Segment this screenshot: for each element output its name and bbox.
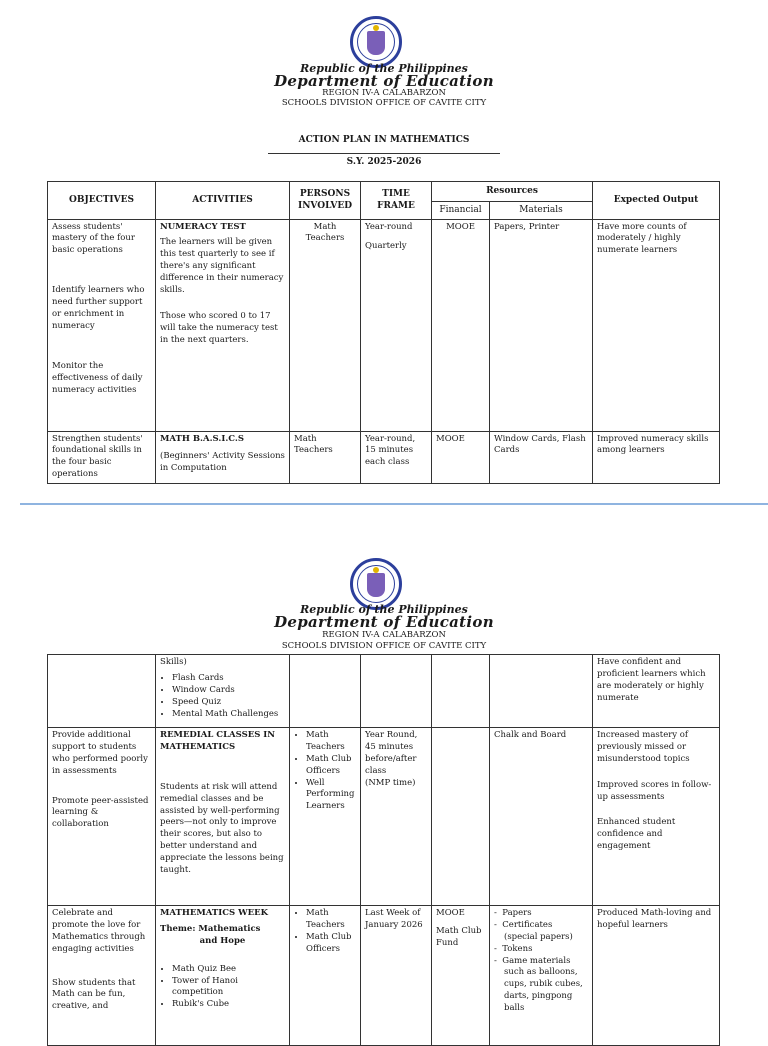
list-item: • Mental Math Challenges: [172, 709, 285, 721]
objective-cell: [48, 219, 156, 431]
list-item: • Rubik's Cube: [172, 999, 285, 1011]
document-page-1: [0, 0, 768, 500]
col-activities: ACTIVITIES: [156, 182, 290, 220]
materials-cell: [490, 906, 593, 1046]
persons-list: [294, 908, 356, 956]
financial-text: MOOE: [436, 908, 465, 918]
time-cell: [361, 219, 432, 431]
list-item: • Well Performing Learners: [306, 778, 356, 814]
output-cell: Produced Math-loving and hopeful learners: [593, 906, 720, 1046]
header-republic: Republic of the Philippines: [300, 603, 468, 616]
col-objectives: OBJECTIVES: [48, 182, 156, 220]
materials-cell: Chalk and Board: [490, 728, 593, 906]
activity-cell: [156, 906, 290, 1046]
objective-text: Identify learners who need further support or enrichment in numeracy: [52, 285, 145, 331]
time-text: Year-round: [365, 221, 413, 232]
persons-cell: [290, 655, 361, 728]
action-plan-table-1: [47, 181, 720, 484]
col-time: TIME FRAME: [361, 182, 432, 220]
time-cell: Last Week of January 2026: [361, 906, 432, 1046]
list-item: • Tower of Hanoi competition: [172, 976, 285, 1000]
header-region: REGION IV-A CALABARZON: [322, 630, 446, 640]
activity-text: The learners will be given this test quarterly to see if there's any significant difference in their numeracy skills.: [160, 237, 284, 296]
col-resources: Resources: [432, 182, 593, 202]
theme-continuation: and Hope: [199, 935, 246, 946]
activity-title: NUMERACY TEST: [160, 221, 246, 232]
objective-text: Show students that Math can be fun, creative, and: [52, 977, 136, 1012]
header-region: REGION IV-A CALABARZON: [322, 88, 446, 98]
activity-text: Skills): [160, 657, 187, 667]
list-item: - Papers: [494, 908, 532, 918]
objective-text: Assess students' mastery of the four basic operations: [52, 221, 135, 256]
header-division: SCHOOLS DIVISION OFFICE OF CAVITE CITY: [281, 641, 487, 651]
list-item: • Math Teachers: [306, 730, 356, 754]
table-header-row: [48, 182, 720, 202]
col-persons: PERSONS INVOLVED: [290, 182, 361, 220]
time-text: Year Round, 45 minutes before/after class: [365, 730, 418, 776]
output-text: Increased mastery of previously missed or misunderstood topics: [597, 730, 690, 764]
list-item: • Flash Cards: [172, 673, 285, 685]
list-item: • Math Teachers: [306, 908, 356, 932]
time-text: (NMP time): [365, 777, 416, 788]
table-row: [48, 431, 720, 484]
list-item: • Speed Quiz: [172, 697, 285, 709]
output-cell: Have more counts of moderately / highly numerate learners: [593, 219, 720, 431]
materials-cell: Papers, Printer: [490, 219, 593, 431]
header-department: Department of Education: [274, 613, 494, 631]
persons-cell: Math Teachers: [290, 219, 361, 431]
materials-cell: [490, 655, 593, 728]
financial-cell: [432, 655, 490, 728]
page-separator: [20, 503, 768, 505]
header-republic: Republic of the Philippines: [300, 62, 468, 75]
persons-cell: [290, 906, 361, 1046]
title-underline: [268, 153, 500, 154]
time-cell: [361, 728, 432, 906]
financial-cell: MOOE: [432, 431, 490, 484]
document-title: ACTION PLAN IN MATHEMATICS: [298, 135, 470, 145]
list-item: - Game materials such as balloons, cups, rubik cubes, darts, pingpong balls: [494, 955, 583, 1014]
activity-cell: [156, 728, 290, 906]
document-page-2: [0, 540, 768, 1024]
financial-text: Math Club Fund: [436, 925, 482, 948]
objective-cell: Strengthen students' foundational skills in the four basic operations: [48, 431, 156, 484]
col-output: Expected Output: [593, 182, 720, 220]
activity-title: MATH B.A.S.I.C.S: [160, 433, 244, 444]
table-row: [48, 655, 720, 728]
output-cell: Improved numeracy skills among learners: [593, 431, 720, 484]
objective-text: Promote peer-assisted learning & collaboration: [52, 795, 149, 830]
activity-cell: [156, 655, 290, 728]
list-item: • Math Club Officers: [306, 932, 356, 956]
list-item: - Certificates (special papers): [494, 919, 573, 942]
objective-cell: [48, 655, 156, 728]
header-department: Department of Education: [274, 72, 494, 90]
table-row: [48, 728, 720, 906]
activity-list: [160, 964, 285, 1012]
output-text: Improved scores in follow-up assessments: [597, 779, 712, 802]
output-cell: Have confident and proficient learners which are moderately or highly numerate: [593, 655, 720, 728]
list-item: • Math Club Officers: [306, 754, 356, 778]
objective-text: Celebrate and promote the love for Mathematics through engaging activities: [52, 908, 146, 954]
list-item: • Math Quiz Bee: [172, 964, 285, 976]
activity-title: MATHEMATICS WEEK: [160, 908, 268, 918]
activity-text: Those who scored 0 to 17 will take the numeracy test in the next quarters.: [160, 310, 278, 345]
time-cell: [361, 655, 432, 728]
objective-text: Monitor the effectiveness of daily numeracy activities: [52, 360, 143, 395]
materials-cell: Window Cards, Flash Cards: [490, 431, 593, 484]
action-plan-table-2: [47, 654, 720, 1046]
activity-list: [160, 673, 285, 721]
activity-cell: [156, 219, 290, 431]
persons-cell: Math Teachers: [290, 431, 361, 484]
objective-cell: [48, 728, 156, 906]
objective-cell: [48, 906, 156, 1046]
table-row: [48, 906, 720, 1046]
output-text: Enhanced student confidence and engagement: [597, 817, 676, 852]
persons-cell: [290, 728, 361, 906]
theme-label: Theme: Mathematics: [160, 923, 261, 934]
deped-seal-logo: [350, 16, 402, 68]
col-financial: Financial: [432, 202, 490, 220]
financial-cell: [432, 906, 490, 1046]
financial-cell: [432, 728, 490, 906]
persons-list: [294, 730, 356, 813]
time-cell: Year-round, 15 minutes each class: [361, 431, 432, 484]
financial-cell: MOOE: [432, 219, 490, 431]
list-item: - Tokens: [494, 943, 533, 954]
activity-text: Students at risk will attend remedial classes and be assisted by well-performing peers—not only to improve their scores, but also to better understand and appreciate the lessons being taught.: [160, 781, 284, 876]
list-item: • Window Cards: [172, 685, 285, 697]
objective-text: Provide additional support to students who performed poorly in assessments: [52, 730, 148, 776]
output-cell: [593, 728, 720, 906]
time-text: Quarterly: [365, 241, 407, 252]
activity-text: (Beginners' Activity Sessions in Computation: [160, 451, 285, 474]
table-row: [48, 219, 720, 431]
activity-title: REMEDIAL CLASSES IN MATHEMATICS: [160, 730, 276, 752]
header-division: SCHOOLS DIVISION OFFICE OF CAVITE CITY: [281, 98, 487, 108]
school-year: S.Y. 2025-2026: [346, 157, 422, 167]
materials-list: [494, 908, 588, 1015]
activity-cell: [156, 431, 290, 484]
col-materials: Materials: [490, 202, 593, 220]
